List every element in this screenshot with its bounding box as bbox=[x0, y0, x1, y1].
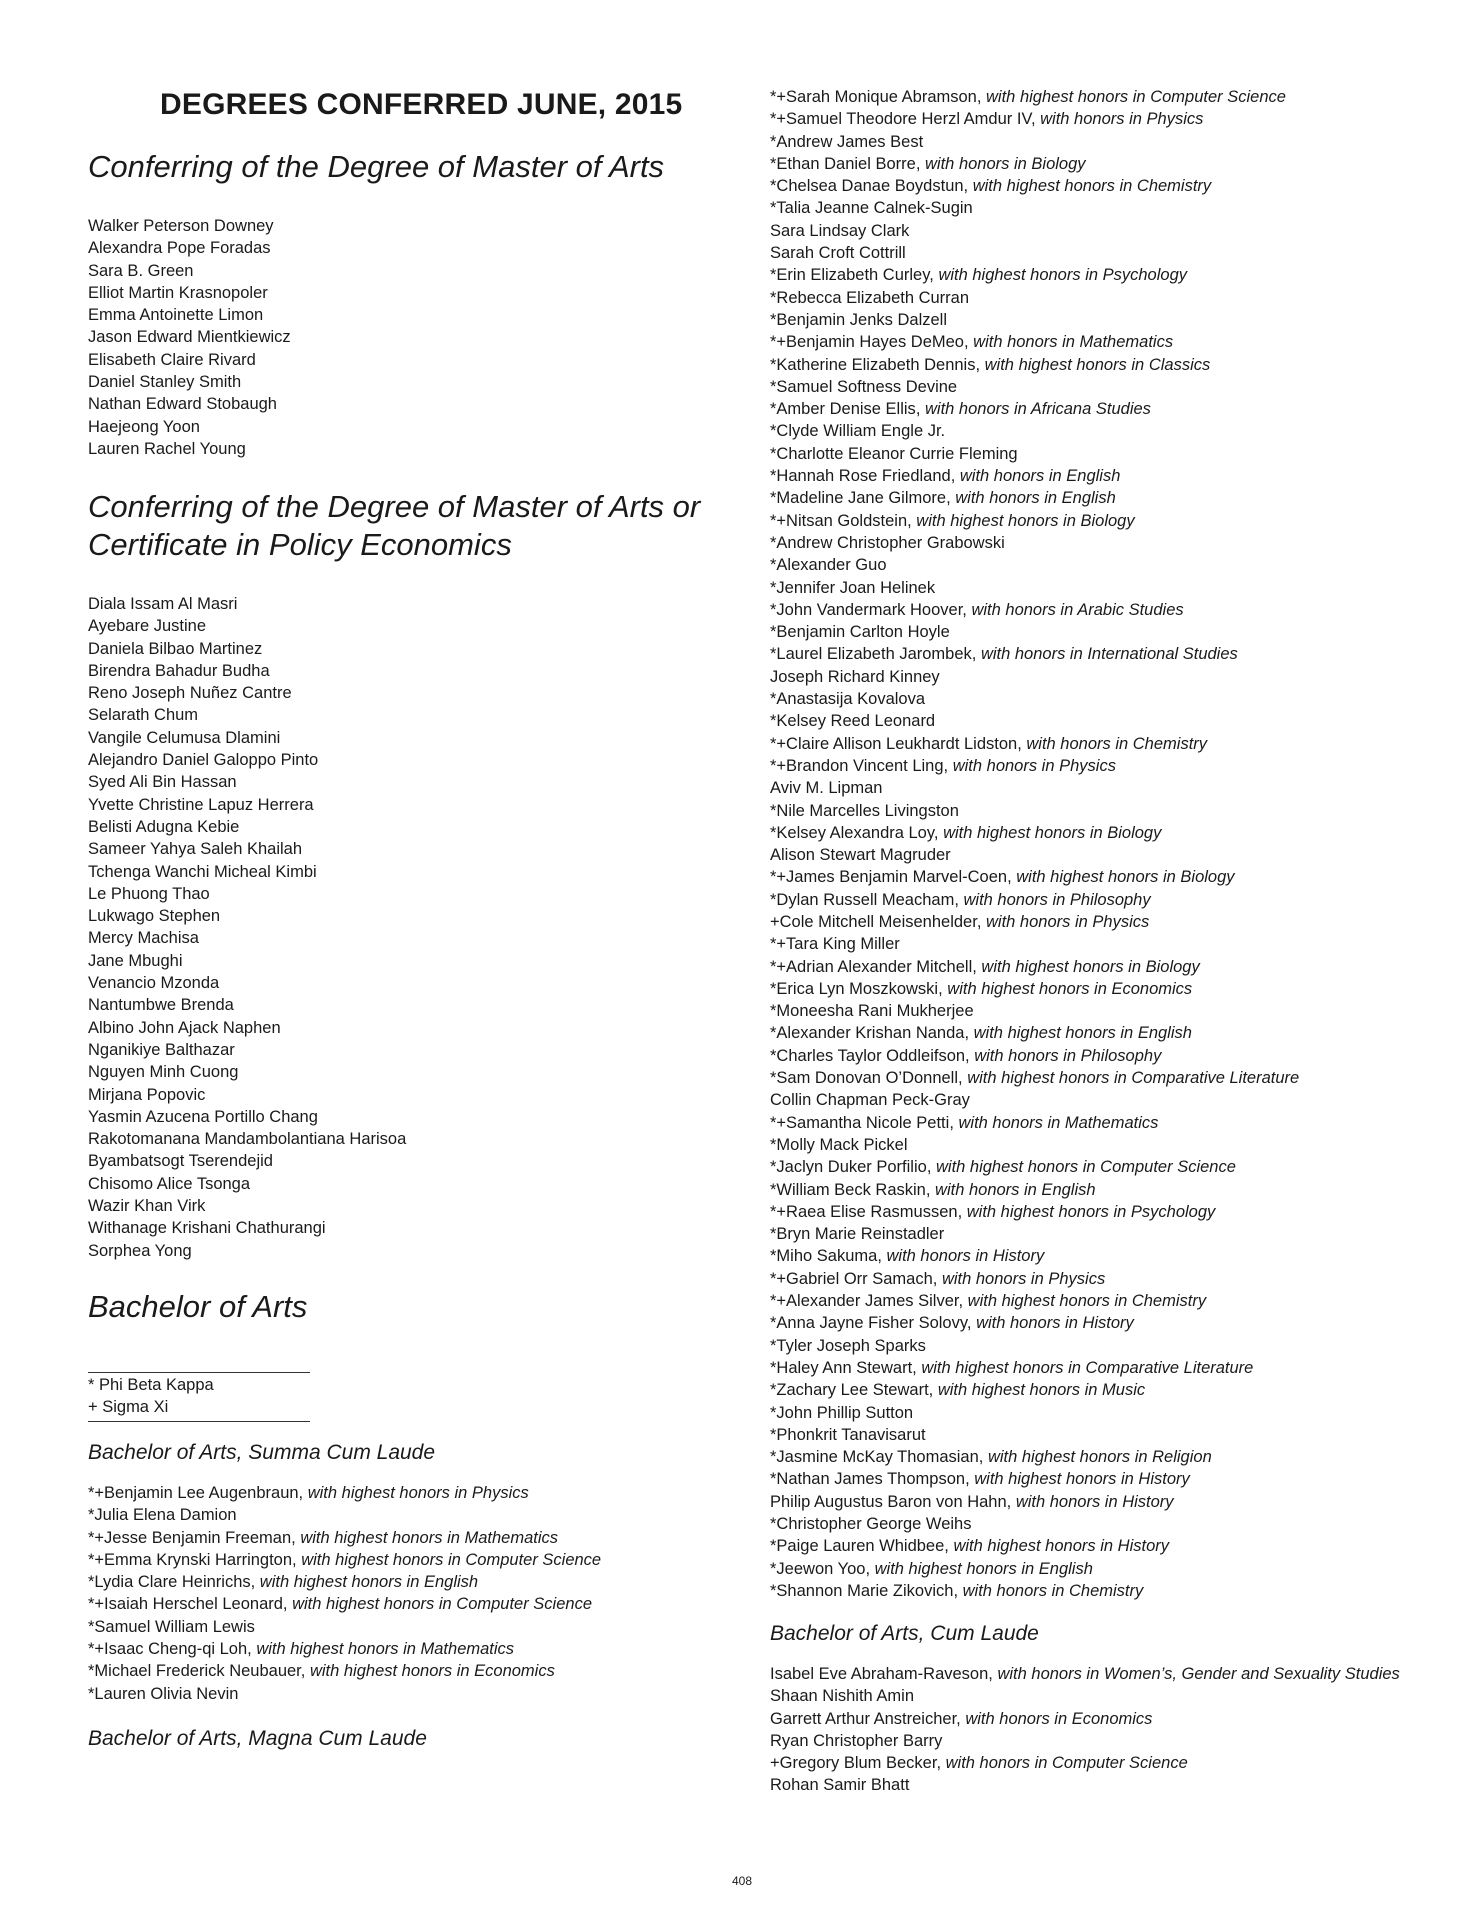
graduate-name: Ryan Christopher Barry bbox=[770, 1731, 943, 1750]
graduate-name: +Gregory Blum Becker bbox=[770, 1754, 937, 1773]
list-item: Lukwago Stephen bbox=[88, 907, 221, 926]
graduate-name: *Rebecca Elizabeth Curran bbox=[770, 288, 970, 307]
list-item: Withanage Krishani Chathurangi bbox=[88, 1219, 326, 1238]
list-item: *Dylan Russell Meacham, with honors in Philosophy bbox=[770, 890, 1151, 909]
graduate-name: *Madeline Jane Gilmore bbox=[770, 489, 947, 508]
honors-text: with highest honors in Computer Science bbox=[935, 1158, 1236, 1177]
graduate-name: *Benjamin Carlton Hoyle bbox=[770, 623, 950, 642]
graduate-name: *Laurel Elizabeth Jarombek bbox=[770, 645, 972, 664]
list-item bbox=[770, 443, 1299, 465]
graduate-name: *+Samuel Theodore Herzl Amdur IV bbox=[770, 110, 1031, 129]
graduate-name: *Samuel Softness Devine bbox=[770, 377, 958, 396]
list-item bbox=[770, 688, 1299, 710]
list-item: *Ethan Daniel Borre, with honors in Biology bbox=[770, 154, 1086, 173]
graduate-name: *Clyde William Engle Jr. bbox=[770, 422, 946, 441]
honors-text: with highest honors in History bbox=[974, 1470, 1190, 1489]
graduate-name: *Charlotte Eleanor Currie Fleming bbox=[770, 444, 1018, 463]
honors-text: with honors in Mathematics bbox=[973, 333, 1174, 352]
graduate-name: Collin Chapman Peck-Gray bbox=[770, 1091, 970, 1110]
honors-text: with honors in Mathematics bbox=[958, 1113, 1159, 1132]
graduate-name: *Anastasija Kovalova bbox=[770, 690, 926, 709]
list-item: Venancio Mzonda bbox=[88, 974, 220, 993]
graduate-name: Garrett Arthur Anstreicher bbox=[770, 1709, 957, 1728]
honors-text: with highest honors in Comparative Literature bbox=[921, 1358, 1254, 1377]
graduate-name: *Alexander Krishan Nanda bbox=[770, 1024, 965, 1043]
graduate-name: *+Benjamin Hayes DeMeo bbox=[770, 333, 964, 352]
list-item bbox=[770, 1134, 1299, 1156]
list-item: *Laurel Elizabeth Jarombek, with honors in International Studies bbox=[770, 645, 1238, 664]
graduate-name: *+Isaac Cheng-qi Loh bbox=[88, 1640, 248, 1659]
list-item: *Erica Lyn Moszkowski, with highest honors in Economics bbox=[770, 979, 1193, 998]
list-item: Reno Joseph Nuñez Cantre bbox=[88, 684, 292, 703]
list-item: *Jaclyn Duker Porfilio, with highest honors in Computer Science bbox=[770, 1158, 1236, 1177]
honors-text: with honors in Africana Studies bbox=[924, 400, 1151, 419]
honors-text: with highest honors in Biology bbox=[943, 823, 1162, 842]
honors-text: with highest honors in Mathematics bbox=[256, 1640, 515, 1659]
honors-text: with honors in Chemistry bbox=[1026, 734, 1208, 753]
list-item: Lauren Rachel Young bbox=[88, 439, 246, 458]
list-item: *+Claire Allison Leukhardt Lidston, with honors in Chemistry bbox=[770, 734, 1208, 753]
graduate-name: *+Raea Elise Rasmussen bbox=[770, 1202, 958, 1221]
graduate-name: *John Phillip Sutton bbox=[770, 1403, 914, 1422]
list-item: Byambatsogt Tserendejid bbox=[88, 1152, 273, 1171]
ma-list bbox=[88, 215, 291, 460]
graduate-name: *+Gabriel Orr Samach bbox=[770, 1269, 933, 1288]
list-item: *+Samuel Theodore Herzl Amdur IV, with honors in Physics bbox=[770, 110, 1204, 129]
honors-text: with honors in English bbox=[959, 467, 1121, 486]
list-item: *+Isaac Cheng-qi Loh, with highest honors in Mathematics bbox=[88, 1640, 515, 1659]
graduate-name: *+Jesse Benjamin Freeman bbox=[88, 1528, 292, 1547]
graduate-name: *Alexander Guo bbox=[770, 556, 887, 575]
graduate-name: *Nile Marcelles Livingston bbox=[770, 801, 959, 820]
list-item: *Zachary Lee Stewart, with highest honors in Music bbox=[770, 1381, 1146, 1400]
graduate-name: *John Vandermark Hoover bbox=[770, 600, 963, 619]
honors-text: with honors in Philosophy bbox=[974, 1046, 1162, 1065]
list-item: Rakotomanana Mandambolantiana Harisoa bbox=[88, 1130, 407, 1149]
list-item bbox=[770, 376, 1299, 398]
list-item: *Charles Taylor Oddleifson, with honors in Philosophy bbox=[770, 1046, 1162, 1065]
list-item bbox=[770, 621, 1299, 643]
list-item: *+Emma Krynski Harrington, with highest honors in Computer Science bbox=[88, 1550, 602, 1569]
pe-heading-line1: Conferring of the Degree of Master of Arts or bbox=[88, 489, 701, 524]
list-item: Sameer Yahya Saleh Khailah bbox=[88, 840, 303, 859]
list-item: *+Nitsan Goldstein, with highest honors in Biology bbox=[770, 511, 1135, 530]
graduate-name: *Charles Taylor Oddleifson bbox=[770, 1046, 966, 1065]
list-item: *Katherine Elizabeth Dennis, with highest honors in Classics bbox=[770, 355, 1211, 374]
list-item: Chisomo Alice Tsonga bbox=[88, 1174, 251, 1193]
graduate-name: *Moneesha Rani Mukherjee bbox=[770, 1002, 974, 1021]
list-item: *John Vandermark Hoover, with honors in Arabic Studies bbox=[770, 600, 1184, 619]
graduate-name: *Michael Frederick Neubauer bbox=[88, 1662, 301, 1681]
graduate-name: *+Claire Allison Leukhardt Lidston bbox=[770, 734, 1018, 753]
honors-text: with honors in Philosophy bbox=[963, 890, 1151, 909]
honors-text: with highest honors in Computer Science bbox=[301, 1550, 602, 1569]
graduate-name: *+Isaiah Herschel Leonard bbox=[88, 1595, 283, 1614]
magna-list bbox=[770, 86, 1299, 1602]
list-item: *Miho Sakuma, with honors in History bbox=[770, 1247, 1045, 1266]
list-item bbox=[770, 309, 1299, 331]
graduate-name: *+Tara King Miller bbox=[770, 935, 900, 954]
graduate-name: *+Nitsan Goldstein bbox=[770, 511, 908, 530]
graduate-name: *Andrew Christopher Grabowski bbox=[770, 533, 1005, 552]
list-item: *+Jesse Benjamin Freeman, with highest honors in Mathematics bbox=[88, 1528, 559, 1547]
honors-text: with honors in Biology bbox=[925, 154, 1086, 173]
graduate-name: Philip Augustus Baron von Hahn bbox=[770, 1492, 1007, 1511]
graduate-name: Rohan Samir Bhatt bbox=[770, 1776, 910, 1795]
honors-text: with honors in Arabic Studies bbox=[971, 600, 1184, 619]
graduate-name: *Talia Jeanne Calnek-Sugin bbox=[770, 199, 973, 218]
graduate-name: *Ethan Daniel Borre bbox=[770, 154, 916, 173]
list-item: Emma Antoinette Limon bbox=[88, 306, 264, 325]
graduate-name: *Anna Jayne Fisher Solovy bbox=[770, 1314, 967, 1333]
list-item: Alejandro Daniel Galoppo Pinto bbox=[88, 751, 319, 770]
graduate-name: *Samuel William Lewis bbox=[88, 1617, 255, 1636]
list-item: Elisabeth Claire Rivard bbox=[88, 350, 256, 369]
graduate-name: *Erica Lyn Moszkowski bbox=[770, 979, 939, 998]
honors-text: with honors in Physics bbox=[1040, 110, 1204, 129]
cum-heading: Bachelor of Arts, Cum Laude bbox=[770, 1622, 1039, 1645]
list-item: Ayebare Justine bbox=[88, 617, 207, 636]
honors-text: with highest honors in Chemistry bbox=[972, 177, 1212, 196]
list-item: Daniela Bilbao Martinez bbox=[88, 639, 263, 658]
graduate-name: *+Adrian Alexander Mitchell bbox=[770, 957, 973, 976]
list-item: *Shannon Marie Zikovich, with honors in Chemistry bbox=[770, 1581, 1144, 1600]
list-item bbox=[88, 1683, 601, 1705]
list-item: Elliot Martin Krasnopoler bbox=[88, 283, 268, 302]
list-item bbox=[770, 1223, 1299, 1245]
honors-text: with highest honors in Religion bbox=[987, 1448, 1212, 1467]
list-item bbox=[770, 1685, 1400, 1707]
list-item bbox=[770, 1402, 1299, 1424]
graduate-name: *Paige Lauren Whidbee bbox=[770, 1537, 945, 1556]
honors-text: with honors in History bbox=[1015, 1492, 1174, 1511]
honors-text: with highest honors in Comparative Literature bbox=[967, 1069, 1300, 1088]
list-item: Vangile Celumusa Dlamini bbox=[88, 728, 281, 747]
list-item: Alexandra Pope Foradas bbox=[88, 239, 271, 258]
list-item: *+Isaiah Herschel Leonard, with highest honors in Computer Science bbox=[88, 1595, 593, 1614]
honors-text: with honors in Physics bbox=[941, 1269, 1106, 1288]
list-item: *Haley Ann Stewart, with highest honors in Comparative Literature bbox=[770, 1358, 1254, 1377]
honors-text: with highest honors in History bbox=[953, 1537, 1169, 1556]
list-item bbox=[770, 242, 1299, 264]
list-item: *+Brandon Vincent Ling, with honors in Physics bbox=[770, 756, 1116, 775]
list-item: Nathan Edward Stobaugh bbox=[88, 395, 277, 414]
list-item: Sara B. Green bbox=[88, 261, 194, 280]
page-title: DEGREES CONFERRED JUNE, 2015 bbox=[160, 88, 683, 121]
list-item: Mirjana Popovic bbox=[88, 1085, 206, 1104]
honors-text: with honors in Physics bbox=[986, 912, 1150, 931]
graduate-name: Sara Lindsay Clark bbox=[770, 221, 910, 240]
graduate-name: *Amber Denise Ellis bbox=[770, 400, 916, 419]
list-item: Philip Augustus Baron von Hahn, with honors in History bbox=[770, 1492, 1174, 1511]
honors-text: with highest honors in English bbox=[874, 1559, 1093, 1578]
list-item bbox=[770, 1335, 1299, 1357]
graduate-name: Alison Stewart Magruder bbox=[770, 846, 951, 865]
honors-text: with highest honors in Classics bbox=[984, 355, 1211, 374]
list-item: Mercy Machisa bbox=[88, 929, 199, 948]
list-item: Nganikiye Balthazar bbox=[88, 1040, 235, 1059]
cum-list bbox=[770, 1663, 1400, 1797]
list-item: Yasmin Azucena Portillo Chang bbox=[88, 1107, 318, 1126]
list-item: *Hannah Rose Friedland, with honors in English bbox=[770, 467, 1121, 486]
list-item: Belisti Adugna Kebie bbox=[88, 817, 240, 836]
graduate-name: *Molly Mack Pickel bbox=[770, 1135, 908, 1154]
graduate-name: Sarah Croft Cottrill bbox=[770, 244, 906, 263]
graduate-name: *+Emma Krynski Harrington bbox=[88, 1550, 293, 1569]
honors-text: with highest honors in Psychology bbox=[966, 1202, 1216, 1221]
list-item bbox=[770, 131, 1299, 153]
pe-list bbox=[88, 593, 406, 1262]
graduate-name: *+Benjamin Lee Augenbraun bbox=[88, 1484, 299, 1502]
list-item: Jane Mbughi bbox=[88, 951, 183, 970]
graduate-name: *Jasmine McKay Thomasian bbox=[770, 1448, 979, 1467]
list-item: Selarath Chum bbox=[88, 706, 199, 725]
graduate-name: *Bryn Marie Reinstadler bbox=[770, 1225, 945, 1244]
graduate-name: *Erin Elizabeth Curley bbox=[770, 266, 930, 285]
graduate-name: Isabel Eve Abraham-Raveson bbox=[770, 1665, 989, 1683]
list-item: *Michael Frederick Neubauer, with highest honors in Economics bbox=[88, 1662, 555, 1681]
list-item: Nguyen Minh Cuong bbox=[88, 1063, 239, 1082]
list-item: Birendra Bahadur Budha bbox=[88, 661, 270, 680]
honors-text: with honors in Chemistry bbox=[962, 1581, 1144, 1600]
list-item bbox=[770, 197, 1299, 219]
list-item: Isabel Eve Abraham-Raveson, with honors in Women’s, Gender and Sexuality Studies bbox=[770, 1665, 1400, 1683]
graduate-name: *Benjamin Jenks Dalzell bbox=[770, 310, 947, 329]
honors-text: with highest honors in Economics bbox=[947, 979, 1193, 998]
list-item: Syed Ali Bin Hassan bbox=[88, 773, 237, 792]
list-item: *+Alexander James Silver, with highest honors in Chemistry bbox=[770, 1292, 1207, 1311]
honors-text: with highest honors in Biology bbox=[981, 957, 1200, 976]
graduate-name: *Kelsey Reed Leonard bbox=[770, 712, 936, 731]
honors-text: with highest honors in Computer Science bbox=[292, 1595, 593, 1614]
list-item: Le Phuong Thao bbox=[88, 884, 210, 903]
list-item: *Alexander Krishan Nanda, with highest honors in English bbox=[770, 1024, 1192, 1043]
list-item bbox=[770, 554, 1299, 576]
graduate-name: *+Sarah Monique Abramson bbox=[770, 88, 977, 106]
list-item bbox=[770, 933, 1299, 955]
list-item bbox=[770, 1000, 1299, 1022]
graduate-name: Joseph Richard Kinney bbox=[770, 667, 940, 686]
graduate-name: *Julia Elena Damion bbox=[88, 1506, 237, 1525]
honors-text: with highest honors in Physics bbox=[307, 1484, 529, 1502]
graduate-name: *Lydia Clare Heinrichs bbox=[88, 1573, 251, 1592]
graduate-name: Aviv M. Lipman bbox=[770, 779, 883, 798]
list-item: *Chelsea Danae Boydstun, with highest honors in Chemistry bbox=[770, 177, 1212, 196]
graduate-name: *Haley Ann Stewart bbox=[770, 1358, 913, 1377]
list-item: *+Adrian Alexander Mitchell, with highest honors in Biology bbox=[770, 957, 1200, 976]
graduate-name: *Jeewon Yoo bbox=[770, 1559, 866, 1578]
list-item bbox=[770, 1089, 1299, 1111]
honors-text: with highest honors in Psychology bbox=[938, 266, 1187, 285]
list-item: *+Sarah Monique Abramson, with highest honors in Computer Science bbox=[770, 88, 1286, 106]
graduate-name: *William Beck Raskin bbox=[770, 1180, 926, 1199]
list-item: *Amber Denise Ellis, with honors in Africana Studies bbox=[770, 400, 1151, 419]
honors-text: with honors in International Studies bbox=[980, 645, 1238, 664]
list-item bbox=[770, 532, 1299, 554]
ba-heading: Bachelor of Arts bbox=[88, 1289, 308, 1324]
graduate-name: *+Samantha Nicole Petti bbox=[770, 1113, 950, 1132]
graduate-name: Shaan Nishith Amin bbox=[770, 1687, 914, 1706]
list-item: +Gregory Blum Becker, with honors in Computer Science bbox=[770, 1754, 1188, 1773]
list-item bbox=[770, 220, 1299, 242]
graduate-name: *Hannah Rose Friedland bbox=[770, 467, 951, 486]
list-item: Walker Peterson Downey bbox=[88, 217, 274, 235]
list-item: + Sigma Xi bbox=[88, 1398, 169, 1416]
list-item: Haejeong Yoon bbox=[88, 417, 200, 436]
honors-text: with highest honors in Economics bbox=[309, 1662, 555, 1681]
list-item bbox=[770, 287, 1299, 309]
list-item: *Anna Jayne Fisher Solovy, with honors in History bbox=[770, 1314, 1134, 1333]
list-item: Albino John Ajack Naphen bbox=[88, 1018, 281, 1037]
graduate-name: *Tyler Joseph Sparks bbox=[770, 1336, 926, 1355]
list-item: *Nathan James Thompson, with highest honors in History bbox=[770, 1470, 1190, 1489]
graduate-name: *Jaclyn Duker Porfilio bbox=[770, 1158, 927, 1177]
list-item: *Jasmine McKay Thomasian, with highest honors in Religion bbox=[770, 1448, 1212, 1467]
graduate-name: *Nathan James Thompson bbox=[770, 1470, 966, 1489]
list-item: *Erin Elizabeth Curley, with highest honors in Psychology bbox=[770, 266, 1187, 285]
graduate-name: *Phonkrit Tanavisarut bbox=[770, 1425, 926, 1444]
list-item: Yvette Christine Lapuz Herrera bbox=[88, 795, 314, 814]
graduate-name: *Zachary Lee Stewart bbox=[770, 1381, 929, 1400]
list-item: *Paige Lauren Whidbee, with highest honors in History bbox=[770, 1537, 1169, 1556]
list-item: Tchenga Wanchi Micheal Kimbi bbox=[88, 862, 317, 881]
list-item: *Kelsey Alexandra Loy, with highest honors in Biology bbox=[770, 823, 1162, 842]
honors-text: with honors in Computer Science bbox=[945, 1754, 1188, 1773]
graduate-name: *Jennifer Joan Helinek bbox=[770, 578, 936, 597]
graduate-name: *Kelsey Alexandra Loy bbox=[770, 823, 934, 842]
list-item bbox=[770, 1513, 1299, 1535]
graduate-name: *Miho Sakuma bbox=[770, 1247, 878, 1266]
graduate-name: *Chelsea Danae Boydstun bbox=[770, 177, 964, 196]
list-item: *+Samantha Nicole Petti, with honors in Mathematics bbox=[770, 1113, 1159, 1132]
list-item bbox=[770, 800, 1299, 822]
list-item bbox=[770, 1730, 1400, 1752]
honors-text: with highest honors in Music bbox=[937, 1381, 1146, 1400]
honors-text: with honors in Women’s, Gender and Sexuality Studies bbox=[997, 1665, 1400, 1683]
graduate-name: *Dylan Russell Meacham bbox=[770, 890, 955, 909]
list-item bbox=[770, 1774, 1400, 1796]
graduate-name: *Christopher George Weihs bbox=[770, 1515, 972, 1533]
graduate-name: *Shannon Marie Zikovich bbox=[770, 1581, 954, 1600]
list-item: Daniel Stanley Smith bbox=[88, 373, 242, 392]
legend-rule-top bbox=[88, 1372, 310, 1373]
list-item: *Madeline Jane Gilmore, with honors in English bbox=[770, 489, 1116, 508]
list-item: Wazir Khan Virk bbox=[88, 1197, 206, 1216]
list-item bbox=[770, 1424, 1299, 1446]
list-item bbox=[770, 666, 1299, 688]
honors-text: with highest honors in English bbox=[259, 1573, 479, 1592]
graduate-name: +Cole Mitchell Meisenhelder bbox=[770, 912, 977, 931]
honors-text: with honors in History bbox=[976, 1314, 1134, 1333]
summa-heading: Bachelor of Arts, Summa Cum Laude bbox=[88, 1441, 436, 1464]
list-item: *Sam Donovan O’Donnell, with highest honors in Comparative Literature bbox=[770, 1069, 1300, 1088]
list-item: Nantumbwe Brenda bbox=[88, 996, 234, 1015]
honors-text: with honors in Physics bbox=[952, 756, 1116, 775]
list-item: *+Benjamin Hayes DeMeo, with honors in Mathematics bbox=[770, 333, 1174, 352]
graduate-name: *Sam Donovan O’Donnell bbox=[770, 1069, 959, 1088]
list-item: Garrett Arthur Anstreicher, with honors in Economics bbox=[770, 1709, 1153, 1728]
list-item bbox=[770, 844, 1299, 866]
honors-text: with honors in History bbox=[886, 1247, 1045, 1266]
list-item bbox=[770, 577, 1299, 599]
list-item bbox=[770, 777, 1299, 799]
list-item: *Jeewon Yoo, with highest honors in English bbox=[770, 1559, 1093, 1578]
list-item: Jason Edward Mientkiewicz bbox=[88, 328, 291, 347]
honors-text: with highest honors in Mathematics bbox=[300, 1528, 559, 1547]
list-item: *+Raea Elise Rasmussen, with highest honors in Psychology bbox=[770, 1202, 1216, 1221]
graduate-name: *+Brandon Vincent Ling bbox=[770, 756, 944, 775]
honors-text: with highest honors in English bbox=[973, 1024, 1192, 1043]
honors-text: with honors in English bbox=[955, 489, 1116, 508]
list-item: *+Benjamin Lee Augenbraun, with highest honors in Physics bbox=[88, 1484, 529, 1502]
list-item bbox=[88, 1616, 601, 1638]
honors-text: with highest honors in Chemistry bbox=[967, 1292, 1207, 1311]
list-item: *Lydia Clare Heinrichs, with highest honors in English bbox=[88, 1573, 479, 1592]
legend-rule-bottom bbox=[88, 1421, 310, 1422]
list-item: * Phi Beta Kappa bbox=[88, 1376, 214, 1394]
list-item: Diala Issam Al Masri bbox=[88, 595, 238, 613]
list-item bbox=[770, 710, 1299, 732]
honors-text: with honors in Economics bbox=[965, 1709, 1153, 1728]
graduate-name: *+Alexander James Silver bbox=[770, 1292, 959, 1311]
graduate-name: *Andrew James Best bbox=[770, 132, 924, 151]
list-item bbox=[770, 420, 1299, 442]
list-item bbox=[88, 1504, 601, 1526]
graduate-name: *Katherine Elizabeth Dennis bbox=[770, 355, 976, 374]
honors-text: with highest honors in Biology bbox=[1016, 868, 1235, 887]
list-item: *William Beck Raskin, with honors in English bbox=[770, 1180, 1096, 1199]
list-item: Sorphea Yong bbox=[88, 1241, 192, 1260]
list-item: *+Gabriel Orr Samach, with honors in Physics bbox=[770, 1269, 1106, 1288]
graduate-name: *+James Benjamin Marvel-Coen bbox=[770, 868, 1008, 887]
magna-heading: Bachelor of Arts, Magna Cum Laude bbox=[88, 1727, 427, 1750]
pe-heading-line2: Certificate in Policy Economics bbox=[88, 527, 512, 562]
honors-text: with honors in English bbox=[935, 1180, 1096, 1199]
summa-list bbox=[88, 1482, 601, 1705]
honors-text: with highest honors in Biology bbox=[916, 511, 1135, 530]
ma-heading: Conferring of the Degree of Master of Arts bbox=[88, 149, 665, 184]
list-item: *+James Benjamin Marvel-Coen, with highest honors in Biology bbox=[770, 868, 1235, 887]
list-item: +Cole Mitchell Meisenhelder, with honors in Physics bbox=[770, 912, 1150, 931]
graduate-name: *Lauren Olivia Nevin bbox=[88, 1684, 239, 1703]
page-number: 408 bbox=[732, 1874, 753, 1888]
footnote-legend bbox=[88, 1374, 214, 1418]
honors-text: with highest honors in Computer Science bbox=[986, 88, 1286, 106]
